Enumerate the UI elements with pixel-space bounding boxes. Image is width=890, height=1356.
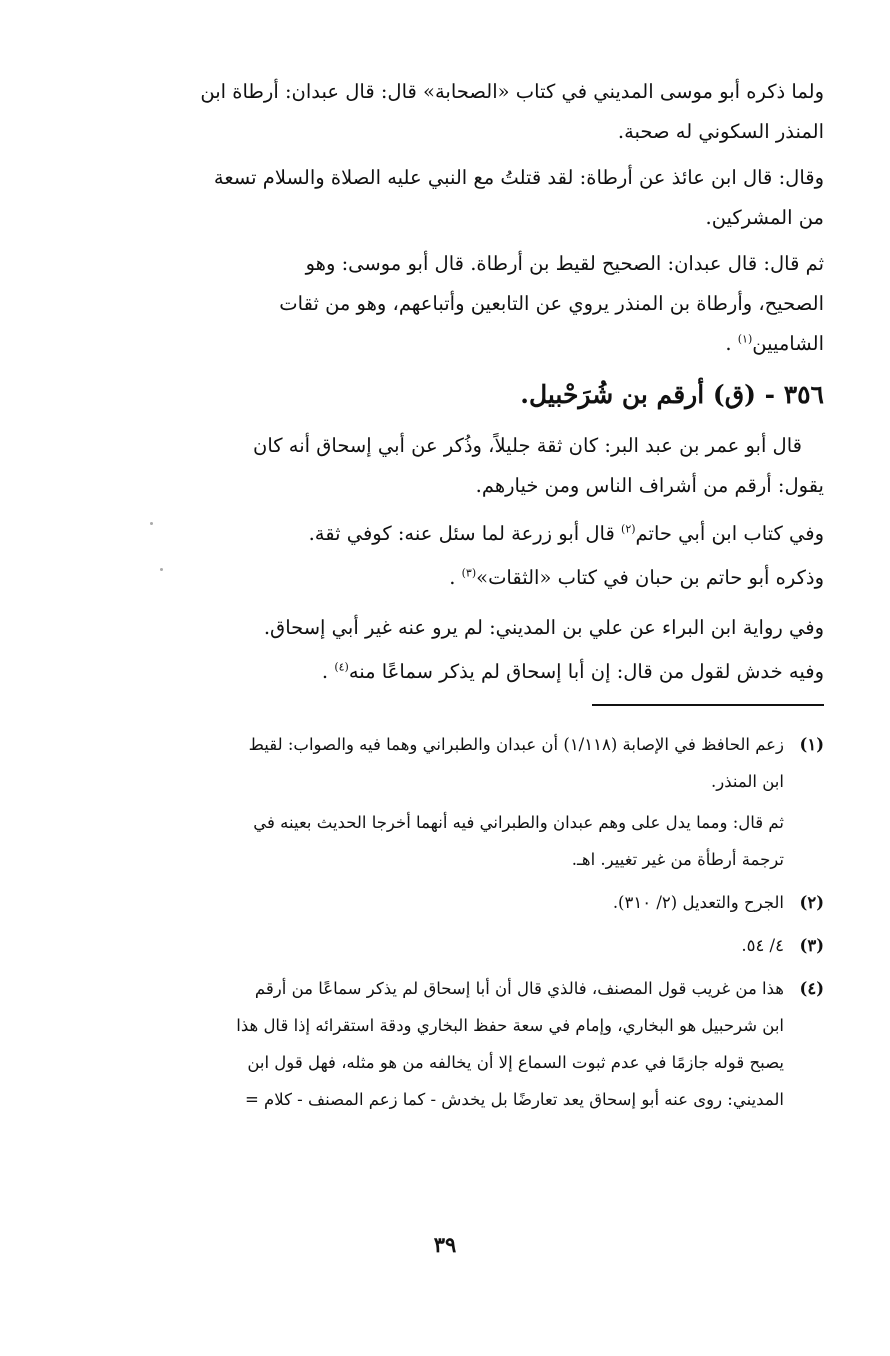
footnote-3 bbox=[112, 927, 824, 964]
paragraph-ibn-aidh bbox=[112, 158, 824, 238]
footnote-2 bbox=[112, 884, 824, 921]
footnote-line: هذا من غريب قول المصنف، فالذي قال أن أبا إسحاق لم يذكر سماعًا من أرقم bbox=[254, 979, 784, 998]
text-line: قال أبو عمر بن عبد البر: كان ثقة جليلاً، وذُكر عن أبي إسحاق أنه كان bbox=[253, 434, 802, 457]
paragraph-ibn-hibban bbox=[112, 556, 824, 600]
paragraph-khadsh bbox=[112, 650, 824, 694]
footnote-ref-2[interactable]: (٢) bbox=[621, 522, 636, 536]
footnote-1 bbox=[112, 726, 824, 878]
text-segment: وفي كتاب ابن أبي حاتم bbox=[635, 522, 824, 545]
page-number: ٣٩ bbox=[433, 1232, 457, 1257]
footnote-number: (١) bbox=[799, 735, 824, 754]
footnote-line: الجرح والتعديل (٢/ ٣١٠). bbox=[612, 893, 784, 912]
footnote-text bbox=[112, 726, 784, 878]
paragraph-ibn-abd-al-barr bbox=[112, 426, 824, 506]
footnote-number: (٤) bbox=[799, 979, 824, 998]
footnote-number: (٢) bbox=[799, 893, 824, 912]
text-segment: الشاميين bbox=[752, 332, 824, 355]
text-segment: . bbox=[449, 566, 462, 589]
footnote-separator bbox=[592, 704, 824, 706]
footnote-line: ابن شرحبيل هو البخاري، وإمام في سعة حفظ البخاري ودقة استقرائه إذا قال هذا bbox=[236, 1016, 784, 1035]
text-line: المنذر السكوني له صحبة. bbox=[617, 120, 824, 143]
footnote-line: ٤/ ٥٤. bbox=[741, 936, 784, 955]
text-line: وقال: قال ابن عائذ عن أرطاة: لقد قتلتُ مع النبي عليه الصلاة والسلام تسعة bbox=[213, 166, 824, 189]
text-segment: . bbox=[321, 660, 335, 683]
footnote-ref-3[interactable]: (٣) bbox=[461, 566, 477, 580]
footnote-line: زعم الحافظ في الإصابة (١/١١٨) أن عبدان والطبراني وهما فيه والصواب: لقيط bbox=[248, 735, 784, 754]
footnote-number: (٣) bbox=[799, 936, 824, 955]
paragraph-arta-companion bbox=[112, 72, 824, 152]
scan-speck bbox=[150, 522, 153, 525]
footnote-line: المديني: روى عنه أبو إسحاق يعد تعارضًا بل يخدش - كما زعم المصنف - كلام = bbox=[244, 1090, 784, 1109]
text-segment: وفيه خدش لقول من قال: إن أبا إسحاق لم يذكر سماعًا منه bbox=[348, 660, 824, 683]
text-line: الصحيح، وأرطاة بن المنذر يروي عن التابعين وأتباعهم، وهو من ثقات bbox=[279, 292, 824, 315]
text-line: يقول: أرقم من أشراف الناس ومن خيارهم. bbox=[475, 474, 824, 497]
footnote-4 bbox=[112, 970, 824, 1118]
footnote-text bbox=[112, 884, 784, 921]
text-line: ولما ذكره أبو موسى المديني في كتاب «الصحابة» قال: قال عبدان: أرطاة ابن bbox=[200, 80, 824, 103]
entry-heading: ٣٥٦ - (ق) أرقم بن شُرَحْبيل. bbox=[520, 380, 824, 409]
footnote-line: يصبح قوله جازمًا في عدم ثبوت السماع إلا أن يخالفه من هو مثله، فهل قول ابن bbox=[247, 1053, 784, 1072]
footnote-ref-1[interactable]: (١) bbox=[737, 332, 753, 346]
footnote-text bbox=[112, 970, 784, 1118]
text-line bbox=[112, 324, 824, 364]
footnote-line: ثم قال: ومما يدل على وهم عبدان والطبراني فيه أنهما أخرجا الحديث بعينه في bbox=[253, 813, 784, 832]
footnote-ref-4[interactable]: (٤) bbox=[334, 660, 349, 674]
paragraph-ibn-al-bara: وفي رواية ابن البراء عن علي بن المديني: لم يرو عنه غير أبي إسحاق. bbox=[263, 616, 824, 639]
scan-speck bbox=[160, 568, 163, 571]
footnote-text bbox=[112, 927, 784, 964]
paragraph-ibn-abi-hatim bbox=[112, 512, 824, 556]
paragraph-abdan bbox=[112, 244, 824, 364]
text-segment: وذكره أبو حاتم بن حبان في كتاب «الثقات» bbox=[476, 566, 824, 589]
page-content bbox=[112, 72, 824, 1302]
text-segment: . bbox=[725, 332, 732, 355]
text-line: من المشركين. bbox=[705, 206, 824, 229]
text-segment: قال أبو زرعة لما سئل عنه: كوفي ثقة. bbox=[308, 522, 622, 545]
footnote-line: ترجمة أرطأة من غير تغيير. اهـ. bbox=[571, 850, 784, 869]
text-line: ثم قال: قال عبدان: الصحيح لقيط بن أرطاة. قال أبو موسى: وهو bbox=[305, 252, 824, 275]
footnote-line: ابن المنذر. bbox=[711, 772, 784, 791]
